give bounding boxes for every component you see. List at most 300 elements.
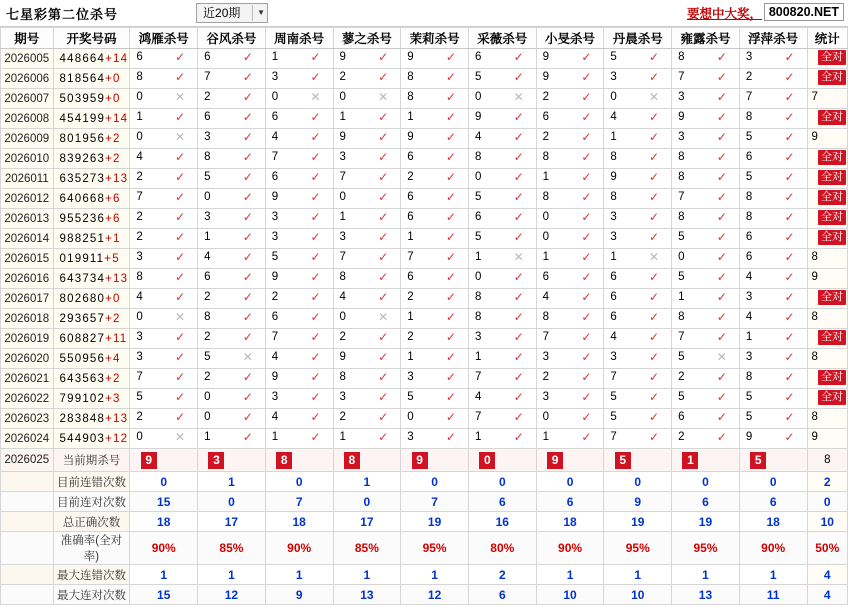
cell-stat: 全对 xyxy=(807,229,847,249)
summary-row xyxy=(1,472,848,492)
cell-kill-9: 3 ✓ xyxy=(739,289,807,309)
summary-value-6: 90% xyxy=(536,532,604,565)
summary-value-0: 1 xyxy=(130,565,198,585)
current-kill-0: 9 xyxy=(130,449,198,472)
cell-kill-0: 7 ✓ xyxy=(130,369,198,389)
cell-stat: 9 xyxy=(807,429,847,449)
kill-number-table xyxy=(0,27,848,605)
cell-kill-6: 7 ✓ xyxy=(536,329,604,349)
table-row xyxy=(1,409,848,429)
current-kill-1: 3 xyxy=(198,449,266,472)
cell-draw-number: 608827+11 xyxy=(53,329,130,349)
cell-period: 2026021 xyxy=(1,369,54,389)
cell-draw-number: 839263+2 xyxy=(53,149,130,169)
summary-value-6: 6 xyxy=(536,492,604,512)
table-row xyxy=(1,189,848,209)
summary-value-8: 6 xyxy=(672,492,740,512)
cell-kill-6: 4 ✓ xyxy=(536,289,604,309)
cell-kill-4: 8 ✓ xyxy=(401,89,469,109)
cell-draw-number: 019911+5 xyxy=(53,249,130,269)
summary-value-2: 90% xyxy=(265,532,333,565)
cell-kill-7: 5 ✓ xyxy=(604,409,672,429)
cell-kill-1: 8 ✓ xyxy=(198,149,266,169)
cell-kill-5: 3 ✓ xyxy=(468,329,536,349)
cell-kill-4: 7 ✓ xyxy=(401,249,469,269)
summary-value-9: 1 xyxy=(739,565,807,585)
cell-kill-2: 9 ✓ xyxy=(265,269,333,289)
cell-period: 2026019 xyxy=(1,329,54,349)
cell-kill-6: 0 ✓ xyxy=(536,229,604,249)
cell-kill-9: 5 ✓ xyxy=(739,169,807,189)
summary-value-3: 17 xyxy=(333,512,401,532)
cell-kill-8: 8 ✓ xyxy=(672,209,740,229)
period-select[interactable] xyxy=(196,3,268,23)
cell-kill-2: 4 ✓ xyxy=(265,349,333,369)
cell-kill-5: 5 ✓ xyxy=(468,69,536,89)
summary-value-2: 7 xyxy=(265,492,333,512)
cell-kill-8: 5 ✓ xyxy=(672,269,740,289)
summary-spacer xyxy=(1,472,54,492)
summary-value-6: 0 xyxy=(536,472,604,492)
cell-kill-5: 0 ✓ xyxy=(468,169,536,189)
column-header-5: 蓼之杀号 xyxy=(333,28,401,49)
cell-stat: 全对 xyxy=(807,109,847,129)
cell-kill-2: 9 ✓ xyxy=(265,369,333,389)
summary-value-1: 17 xyxy=(198,512,266,532)
cell-kill-8: 8 ✓ xyxy=(672,169,740,189)
cell-kill-3: 0 ✕ xyxy=(333,309,401,329)
summary-value-2: 1 xyxy=(265,565,333,585)
cell-kill-3: 1 ✓ xyxy=(333,209,401,229)
current-kill-9: 5 xyxy=(739,449,807,472)
cell-period: 2026024 xyxy=(1,429,54,449)
summary-value-0: 90% xyxy=(130,532,198,565)
cell-kill-5: 8 ✓ xyxy=(468,289,536,309)
cell-kill-6: 1 ✓ xyxy=(536,249,604,269)
cell-kill-9: 8 ✓ xyxy=(739,369,807,389)
cell-period: 2026014 xyxy=(1,229,54,249)
cell-kill-1: 2 ✓ xyxy=(198,369,266,389)
cell-kill-2: 4 ✓ xyxy=(265,129,333,149)
summary-value-last: 4 xyxy=(807,565,847,585)
cell-kill-1: 0 ✓ xyxy=(198,189,266,209)
summary-label: 目前连对次数 xyxy=(53,492,130,512)
cell-draw-number: 802680+0 xyxy=(53,289,130,309)
summary-value-8: 19 xyxy=(672,512,740,532)
current-kill-6: 9 xyxy=(536,449,604,472)
cell-kill-7: 4 ✓ xyxy=(604,109,672,129)
summary-spacer xyxy=(1,585,54,605)
table-row xyxy=(1,49,848,69)
summary-value-3: 1 xyxy=(333,565,401,585)
cell-period: 2026020 xyxy=(1,349,54,369)
cell-kill-2: 1 ✓ xyxy=(265,429,333,449)
cell-stat: 全对 xyxy=(807,189,847,209)
cell-kill-3: 4 ✓ xyxy=(333,289,401,309)
table-header-row xyxy=(1,28,848,49)
cell-kill-9: 8 ✓ xyxy=(739,209,807,229)
cell-period: 2026013 xyxy=(1,209,54,229)
cell-kill-2: 2 ✓ xyxy=(265,289,333,309)
cell-kill-7: 3 ✓ xyxy=(604,209,672,229)
summary-value-4: 1 xyxy=(401,565,469,585)
cell-kill-5: 4 ✓ xyxy=(468,129,536,149)
summary-label: 总正确次数 xyxy=(53,512,130,532)
cell-kill-0: 2 ✓ xyxy=(130,169,198,189)
cell-kill-1: 6 ✓ xyxy=(198,109,266,129)
cell-kill-5: 6 ✓ xyxy=(468,49,536,69)
summary-value-1: 0 xyxy=(198,492,266,512)
summary-value-4: 7 xyxy=(401,492,469,512)
cell-kill-6: 0 ✓ xyxy=(536,409,604,429)
cell-kill-1: 1 ✓ xyxy=(198,429,266,449)
cell-period: 2026010 xyxy=(1,149,54,169)
cell-kill-0: 0 ✕ xyxy=(130,129,198,149)
cell-kill-8: 8 ✓ xyxy=(672,49,740,69)
cell-kill-3: 0 ✕ xyxy=(333,89,401,109)
cell-period: 2026009 xyxy=(1,129,54,149)
cell-kill-1: 5 ✓ xyxy=(198,169,266,189)
cell-kill-1: 1 ✓ xyxy=(198,229,266,249)
cell-kill-4: 6 ✓ xyxy=(401,209,469,229)
cell-kill-8: 2 ✓ xyxy=(672,369,740,389)
promo-link[interactable]: 要想中大奖， xyxy=(686,7,762,21)
summary-value-9: 90% xyxy=(739,532,807,565)
cell-kill-8: 5 ✓ xyxy=(672,389,740,409)
cell-kill-8: 7 ✓ xyxy=(672,329,740,349)
cell-kill-9: 3 ✓ xyxy=(739,349,807,369)
summary-value-0: 18 xyxy=(130,512,198,532)
cell-kill-4: 1 ✓ xyxy=(401,109,469,129)
cell-kill-2: 3 ✓ xyxy=(265,229,333,249)
column-header-0: 期号 xyxy=(1,28,54,49)
cell-kill-2: 4 ✓ xyxy=(265,409,333,429)
cell-kill-4: 1 ✓ xyxy=(401,349,469,369)
summary-value-1: 12 xyxy=(198,585,266,605)
cell-kill-7: 6 ✓ xyxy=(604,309,672,329)
summary-value-last: 50% xyxy=(807,532,847,565)
cell-draw-number: 635273+13 xyxy=(53,169,130,189)
summary-value-last: 10 xyxy=(807,512,847,532)
current-period-row xyxy=(1,449,848,472)
cell-kill-3: 9 ✓ xyxy=(333,129,401,149)
table-row xyxy=(1,69,848,89)
cell-kill-4: 3 ✓ xyxy=(401,429,469,449)
cell-kill-0: 6 ✓ xyxy=(130,49,198,69)
cell-kill-2: 3 ✓ xyxy=(265,209,333,229)
cell-kill-0: 3 ✓ xyxy=(130,329,198,349)
summary-value-7: 9 xyxy=(604,492,672,512)
cell-kill-2: 9 ✓ xyxy=(265,189,333,209)
cell-kill-6: 2 ✓ xyxy=(536,369,604,389)
cell-draw-number: 544903+12 xyxy=(53,429,130,449)
cell-kill-2: 6 ✓ xyxy=(265,109,333,129)
cell-kill-9: 7 ✓ xyxy=(739,89,807,109)
cell-kill-6: 9 ✓ xyxy=(536,69,604,89)
cell-kill-0: 4 ✓ xyxy=(130,149,198,169)
cell-kill-3: 8 ✓ xyxy=(333,369,401,389)
cell-kill-2: 1 ✓ xyxy=(265,49,333,69)
cell-kill-7: 1 ✕ xyxy=(604,249,672,269)
cell-kill-8: 7 ✓ xyxy=(672,189,740,209)
cell-kill-3: 8 ✓ xyxy=(333,269,401,289)
summary-value-5: 6 xyxy=(468,585,536,605)
cell-kill-6: 6 ✓ xyxy=(536,109,604,129)
cell-kill-5: 6 ✓ xyxy=(468,209,536,229)
cell-kill-4: 1 ✓ xyxy=(401,229,469,249)
cell-kill-5: 9 ✓ xyxy=(468,109,536,129)
cell-kill-6: 8 ✓ xyxy=(536,309,604,329)
cell-kill-6: 0 ✓ xyxy=(536,209,604,229)
cell-draw-number: 643563+2 xyxy=(53,369,130,389)
cell-period: 2026011 xyxy=(1,169,54,189)
cell-kill-1: 2 ✓ xyxy=(198,329,266,349)
cell-stat: 全对 xyxy=(807,169,847,189)
cell-kill-9: 1 ✓ xyxy=(739,329,807,349)
current-kill-4: 9 xyxy=(401,449,469,472)
cell-kill-4: 9 ✓ xyxy=(401,129,469,149)
domain-badge: 800820.NET xyxy=(764,3,844,21)
cell-kill-2: 7 ✓ xyxy=(265,329,333,349)
summary-value-5: 2 xyxy=(468,565,536,585)
cell-kill-7: 1 ✓ xyxy=(604,129,672,149)
cell-period: 2026023 xyxy=(1,409,54,429)
cell-kill-2: 0 ✕ xyxy=(265,89,333,109)
column-header-10: 雍露杀号 xyxy=(672,28,740,49)
summary-value-5: 80% xyxy=(468,532,536,565)
cell-kill-6: 2 ✓ xyxy=(536,89,604,109)
summary-value-last: 2 xyxy=(807,472,847,492)
cell-kill-3: 2 ✓ xyxy=(333,409,401,429)
cell-kill-0: 5 ✓ xyxy=(130,389,198,409)
cell-kill-8: 3 ✓ xyxy=(672,129,740,149)
table-row xyxy=(1,249,848,269)
cell-kill-9: 6 ✓ xyxy=(739,249,807,269)
cell-kill-1: 8 ✓ xyxy=(198,309,266,329)
summary-value-9: 11 xyxy=(739,585,807,605)
cell-kill-4: 2 ✓ xyxy=(401,169,469,189)
cell-kill-7: 5 ✓ xyxy=(604,389,672,409)
cell-kill-6: 3 ✓ xyxy=(536,349,604,369)
summary-value-1: 85% xyxy=(198,532,266,565)
cell-kill-7: 6 ✓ xyxy=(604,269,672,289)
table-row xyxy=(1,429,848,449)
cell-kill-1: 4 ✓ xyxy=(198,249,266,269)
cell-kill-1: 6 ✓ xyxy=(198,49,266,69)
cell-kill-3: 9 ✓ xyxy=(333,349,401,369)
summary-value-6: 10 xyxy=(536,585,604,605)
cell-kill-4: 6 ✓ xyxy=(401,189,469,209)
cell-kill-4: 5 ✓ xyxy=(401,389,469,409)
cell-kill-0: 8 ✓ xyxy=(130,69,198,89)
cell-kill-3: 7 ✓ xyxy=(333,249,401,269)
cell-period: 2026006 xyxy=(1,69,54,89)
cell-draw-number: 550956+4 xyxy=(53,349,130,369)
summary-value-5: 6 xyxy=(468,492,536,512)
cell-kill-9: 5 ✓ xyxy=(739,129,807,149)
cell-stat: 全对 xyxy=(807,69,847,89)
cell-kill-8: 0 ✓ xyxy=(672,249,740,269)
cell-kill-6: 3 ✓ xyxy=(536,389,604,409)
cell-kill-4: 2 ✓ xyxy=(401,329,469,349)
cell-kill-4: 6 ✓ xyxy=(401,149,469,169)
cell-stat: 全对 xyxy=(807,209,847,229)
cell-kill-3: 9 ✓ xyxy=(333,49,401,69)
summary-value-4: 95% xyxy=(401,532,469,565)
cell-period: 2026022 xyxy=(1,389,54,409)
cell-kill-8: 5 ✓ xyxy=(672,229,740,249)
summary-spacer xyxy=(1,532,54,565)
cell-kill-4: 6 ✓ xyxy=(401,269,469,289)
summary-value-1: 1 xyxy=(198,472,266,492)
cell-stat: 全对 xyxy=(807,389,847,409)
summary-value-9: 0 xyxy=(739,472,807,492)
cell-draw-number: 955236+6 xyxy=(53,209,130,229)
cell-kill-4: 9 ✓ xyxy=(401,49,469,69)
cell-kill-7: 3 ✓ xyxy=(604,69,672,89)
cell-kill-5: 1 ✓ xyxy=(468,349,536,369)
cell-kill-2: 7 ✓ xyxy=(265,149,333,169)
summary-value-7: 19 xyxy=(604,512,672,532)
cell-period: 2026016 xyxy=(1,269,54,289)
cell-kill-3: 2 ✓ xyxy=(333,329,401,349)
cell-kill-3: 0 ✓ xyxy=(333,189,401,209)
cell-draw-number: 503959+0 xyxy=(53,89,130,109)
cell-stat: 9 xyxy=(807,129,847,149)
summary-value-3: 13 xyxy=(333,585,401,605)
cell-kill-5: 8 ✓ xyxy=(468,149,536,169)
cell-kill-7: 4 ✓ xyxy=(604,329,672,349)
summary-value-7: 0 xyxy=(604,472,672,492)
cell-kill-9: 4 ✓ xyxy=(739,269,807,289)
cell-kill-3: 7 ✓ xyxy=(333,169,401,189)
cell-kill-2: 6 ✓ xyxy=(265,169,333,189)
column-header-2: 鸿雁杀号 xyxy=(130,28,198,49)
cell-draw-number: 801956+2 xyxy=(53,129,130,149)
cell-kill-7: 5 ✓ xyxy=(604,49,672,69)
cell-period: 2026017 xyxy=(1,289,54,309)
cell-kill-7: 3 ✓ xyxy=(604,349,672,369)
summary-row xyxy=(1,585,848,605)
period-select-wrapper[interactable] xyxy=(196,3,268,23)
cell-kill-5: 7 ✓ xyxy=(468,369,536,389)
table-row xyxy=(1,149,848,169)
chevron-down-icon: ▼ xyxy=(252,5,265,21)
summary-value-8: 95% xyxy=(672,532,740,565)
cell-kill-1: 0 ✓ xyxy=(198,389,266,409)
cell-stat: 8 xyxy=(807,249,847,269)
cell-kill-7: 7 ✓ xyxy=(604,369,672,389)
summary-label: 最大连错次数 xyxy=(53,565,130,585)
cell-draw-number: 283848+13 xyxy=(53,409,130,429)
summary-value-2: 0 xyxy=(265,472,333,492)
cell-stat: 8 xyxy=(807,409,847,429)
cell-kill-9: 6 ✓ xyxy=(739,149,807,169)
cell-kill-8: 9 ✓ xyxy=(672,109,740,129)
cell-kill-1: 3 ✓ xyxy=(198,129,266,149)
cell-kill-0: 1 ✓ xyxy=(130,109,198,129)
cell-kill-5: 0 ✓ xyxy=(468,269,536,289)
summary-value-0: 15 xyxy=(130,492,198,512)
cell-kill-6: 6 ✓ xyxy=(536,269,604,289)
cell-kill-3: 3 ✓ xyxy=(333,149,401,169)
summary-value-9: 6 xyxy=(739,492,807,512)
cell-stat: 全对 xyxy=(807,49,847,69)
cell-period: 2026007 xyxy=(1,89,54,109)
cell-draw-number: 448664+14 xyxy=(53,49,130,69)
cell-stat: 全对 xyxy=(807,329,847,349)
summary-row xyxy=(1,492,848,512)
table-row xyxy=(1,169,848,189)
summary-value-2: 18 xyxy=(265,512,333,532)
cell-kill-0: 3 ✓ xyxy=(130,349,198,369)
cell-period: 2026012 xyxy=(1,189,54,209)
cell-kill-5: 1 ✓ xyxy=(468,429,536,449)
cell-kill-0: 3 ✓ xyxy=(130,249,198,269)
cell-kill-6: 2 ✓ xyxy=(536,129,604,149)
summary-label: 准确率(全对率) xyxy=(53,532,130,565)
current-period-label: 当前期杀号 xyxy=(53,449,130,472)
cell-kill-9: 8 ✓ xyxy=(739,189,807,209)
cell-kill-0: 2 ✓ xyxy=(130,229,198,249)
cell-draw-number: 818564+0 xyxy=(53,69,130,89)
summary-value-7: 10 xyxy=(604,585,672,605)
cell-kill-0: 0 ✕ xyxy=(130,429,198,449)
cell-kill-2: 5 ✓ xyxy=(265,249,333,269)
cell-kill-0: 8 ✓ xyxy=(130,269,198,289)
current-stat: 8 xyxy=(807,449,847,472)
table-row xyxy=(1,229,848,249)
summary-value-5: 0 xyxy=(468,472,536,492)
cell-kill-9: 2 ✓ xyxy=(739,69,807,89)
column-header-12: 统计 xyxy=(807,28,847,49)
cell-kill-7: 6 ✓ xyxy=(604,289,672,309)
current-kill-8: 1 xyxy=(672,449,740,472)
summary-row xyxy=(1,512,848,532)
summary-label: 最大连对次数 xyxy=(53,585,130,605)
summary-spacer xyxy=(1,565,54,585)
cell-kill-0: 2 ✓ xyxy=(130,209,198,229)
cell-kill-5: 8 ✓ xyxy=(468,309,536,329)
table-body xyxy=(1,49,848,605)
cell-kill-1: 3 ✓ xyxy=(198,209,266,229)
summary-value-3: 85% xyxy=(333,532,401,565)
cell-kill-7: 8 ✓ xyxy=(604,189,672,209)
cell-kill-6: 9 ✓ xyxy=(536,49,604,69)
summary-value-0: 0 xyxy=(130,472,198,492)
cell-stat: 7 xyxy=(807,89,847,109)
table-row xyxy=(1,329,848,349)
summary-value-2: 9 xyxy=(265,585,333,605)
cell-period: 2026008 xyxy=(1,109,54,129)
summary-value-8: 1 xyxy=(672,565,740,585)
cell-draw-number: 454199+14 xyxy=(53,109,130,129)
cell-kill-2: 3 ✓ xyxy=(265,389,333,409)
cell-stat: 全对 xyxy=(807,289,847,309)
cell-kill-3: 1 ✓ xyxy=(333,109,401,129)
table-row xyxy=(1,309,848,329)
cell-kill-3: 2 ✓ xyxy=(333,69,401,89)
summary-value-last: 4 xyxy=(807,585,847,605)
cell-kill-0: 0 ✕ xyxy=(130,89,198,109)
cell-kill-6: 1 ✓ xyxy=(536,169,604,189)
cell-kill-9: 3 ✓ xyxy=(739,49,807,69)
cell-stat: 8 xyxy=(807,349,847,369)
period-select-value: 近20期 xyxy=(203,6,241,20)
column-header-1: 开奖号码 xyxy=(53,28,130,49)
current-kill-2: 8 xyxy=(265,449,333,472)
cell-kill-1: 7 ✓ xyxy=(198,69,266,89)
